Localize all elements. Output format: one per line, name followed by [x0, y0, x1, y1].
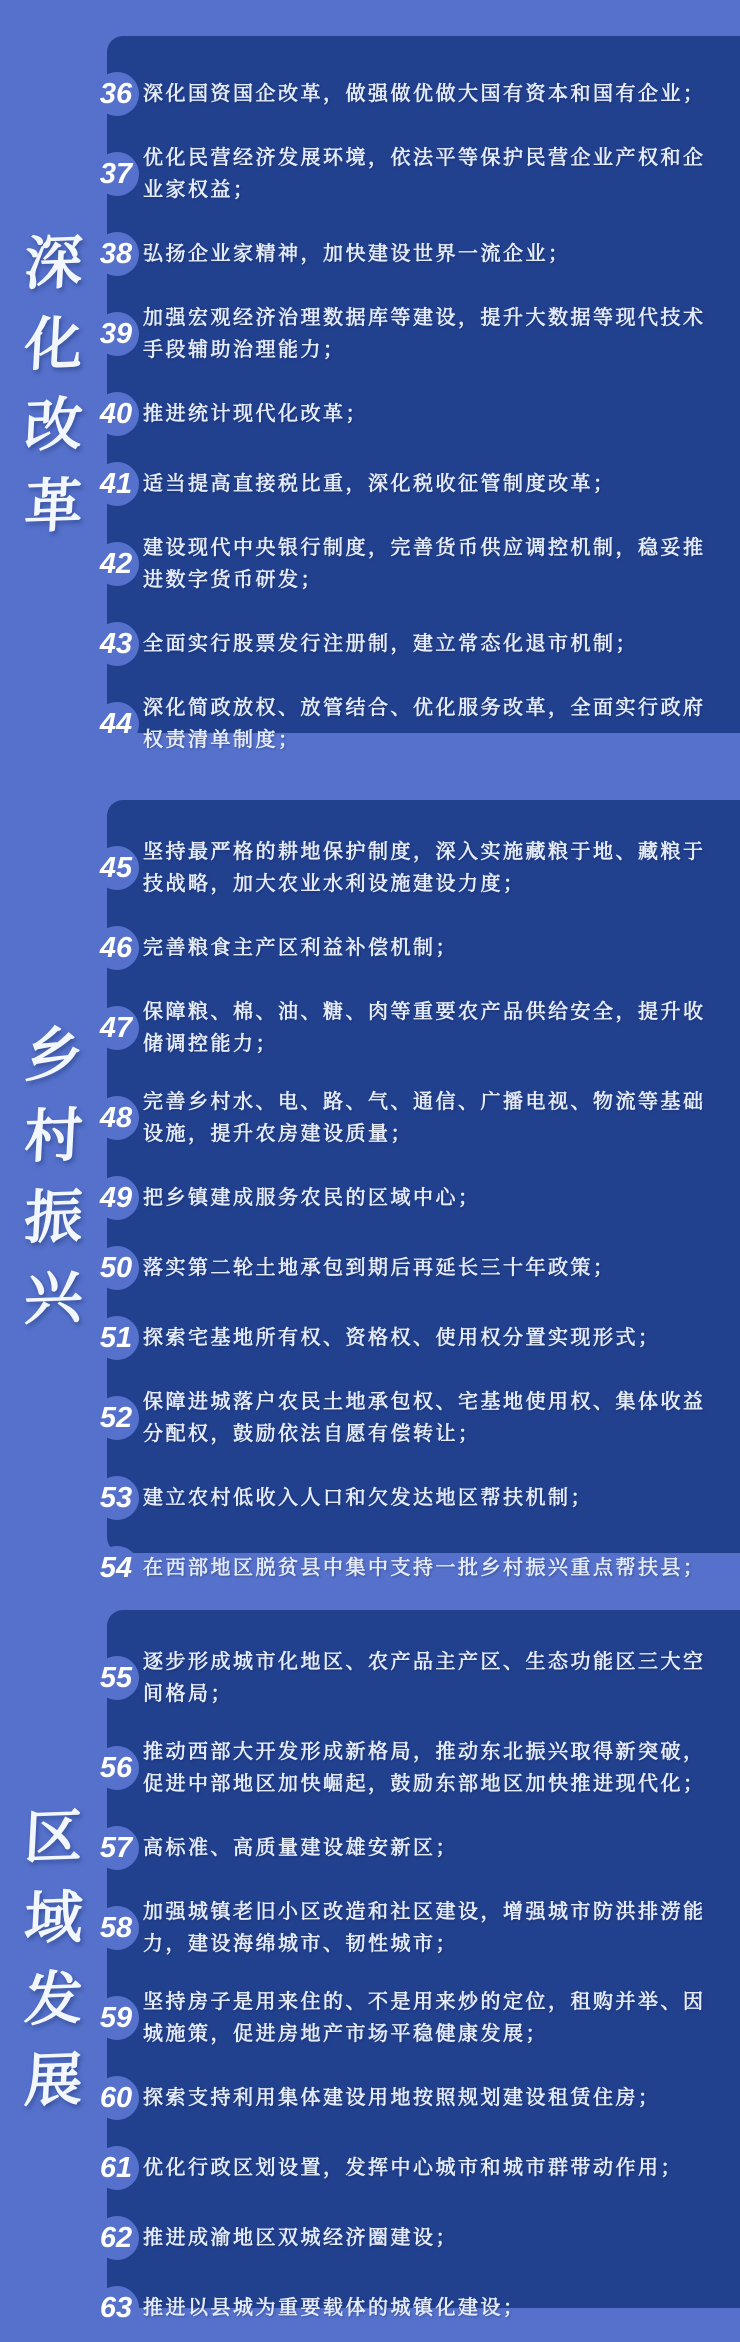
section-title	[0, 1015, 107, 1339]
section-title-char: 区	[22, 1803, 85, 1872]
list-item	[99, 1986, 716, 2050]
item-number-badge: 50	[95, 1246, 139, 1290]
item-number-badge: 39	[95, 312, 139, 356]
item-number-badge: 62	[95, 2216, 139, 2260]
item-number-badge: 42	[95, 542, 139, 586]
item-number-badge: 54	[95, 1546, 139, 1590]
section-panel	[99, 36, 740, 751]
item-number-badge: 44	[95, 702, 139, 746]
list-item	[99, 996, 716, 1060]
item-number-badge: 60	[95, 2076, 139, 2120]
item-number-badge: 53	[95, 1476, 139, 1520]
item-number-badge: 43	[95, 622, 139, 666]
list-item	[99, 1476, 716, 1520]
item-text: 推动西部大开发形成新格局，推动东北振兴取得新突破，促进中部地区加快崛起，鼓励东部地区加快推进现代化；	[143, 1741, 706, 1795]
item-text: 落实第二轮土地承包到期后再延长三十年政策；	[143, 1257, 616, 1279]
item-number-badge: 46	[95, 926, 139, 970]
section-title-char: 展	[22, 2046, 85, 2115]
section-title-char: 化	[22, 310, 85, 378]
section-title-char: 域	[22, 1884, 85, 1953]
item-text: 在西部地区脱贫县中集中支持一批乡村振兴重点帮扶县；	[143, 1557, 706, 1579]
list-item	[99, 1896, 716, 1960]
section-title-char: 乡	[22, 1021, 85, 1089]
item-text: 加强城镇老旧小区改造和社区建设，增强城市防洪排涝能力，建设海绵城市、韧性城市；	[143, 1901, 706, 1955]
list-item	[99, 72, 716, 116]
item-text: 深化国资国企改革，做强做优做大国有资本和国有企业；	[143, 83, 706, 105]
list-item	[99, 1176, 716, 1220]
item-number-badge: 49	[95, 1176, 139, 1220]
item-number-badge: 63	[95, 2286, 139, 2330]
item-text: 坚持最严格的耕地保护制度，深入实施藏粮于地、藏粮于技战略，加大农业水利设施建设力度；	[143, 841, 706, 895]
section-title-char: 村	[22, 1102, 85, 1170]
item-number-badge: 47	[95, 1006, 139, 1050]
section-shenhua-gaige	[0, 36, 740, 751]
list-item	[99, 232, 716, 276]
item-number-badge: 59	[95, 1996, 139, 2040]
item-text: 探索支持利用集体建设用地按照规划建设租赁住房；	[143, 2087, 661, 2109]
item-number-badge: 51	[95, 1316, 139, 1360]
item-number-badge: 37	[95, 152, 139, 196]
item-text: 加强宏观经济治理数据库等建设，提升大数据等现代技术手段辅助治理能力；	[143, 307, 706, 361]
section-panel	[99, 800, 740, 1584]
list-item	[99, 622, 716, 666]
item-number-badge: 41	[95, 462, 139, 506]
item-text: 完善粮食主产区利益补偿机制；	[143, 937, 458, 959]
item-number-badge: 38	[95, 232, 139, 276]
item-text: 全面实行股票发行注册制，建立常态化退市机制；	[143, 633, 638, 655]
item-text: 逐步形成城市化地区、农产品主产区、生态功能区三大空间格局；	[143, 1651, 706, 1705]
list-item	[99, 1546, 716, 1590]
list-item	[99, 1316, 716, 1360]
item-text: 优化行政区划设置，发挥中心城市和城市群带动作用；	[143, 2157, 683, 2179]
item-number-badge: 57	[95, 1826, 139, 1870]
list-item	[99, 692, 716, 756]
section-title-char: 改	[22, 391, 85, 459]
item-text: 适当提高直接税比重，深化税收征管制度改革；	[143, 473, 616, 495]
item-text: 坚持房子是用来住的、不是用来炒的定位，租购并举、因城施策，促进房地产市场平稳健康发展；	[143, 1991, 706, 2045]
list-item	[99, 1246, 716, 1290]
item-text: 推进成渝地区双城经济圈建设；	[143, 2227, 458, 2249]
list-item	[99, 392, 716, 436]
item-number-badge: 55	[95, 1656, 139, 1700]
list-item	[99, 1736, 716, 1800]
item-text: 推进以县城为重要载体的城镇化建设；	[143, 2297, 526, 2319]
list-item	[99, 2216, 716, 2260]
section-title-char: 振	[22, 1183, 85, 1251]
item-number-badge: 52	[95, 1396, 139, 1440]
list-item	[99, 2286, 716, 2330]
section-quyu-fazhan	[0, 1610, 740, 2324]
item-text: 建立农村低收入人口和欠发达地区帮扶机制；	[143, 1487, 593, 1509]
item-number-badge: 45	[95, 846, 139, 890]
item-text: 探索宅基地所有权、资格权、使用权分置实现形式；	[143, 1327, 661, 1349]
item-text: 弘扬企业家精神，加快建设世界一流企业；	[143, 243, 571, 265]
list-item	[99, 836, 716, 900]
item-text: 保障粮、棉、油、糖、肉等重要农产品供给安全，提升收储调控能力；	[143, 1001, 706, 1055]
section-title	[0, 223, 107, 547]
list-item	[99, 302, 716, 366]
section-panel	[99, 1610, 740, 2324]
list-item	[99, 1826, 716, 1870]
item-number-badge: 56	[95, 1746, 139, 1790]
item-number-badge: 61	[95, 2146, 139, 2190]
list-item	[99, 926, 716, 970]
list-item	[99, 1386, 716, 1450]
list-item	[99, 532, 716, 596]
section-title-char: 深	[22, 229, 85, 297]
list-item	[99, 2076, 716, 2120]
list-item	[99, 462, 716, 506]
list-item	[99, 142, 716, 206]
item-text: 完善乡村水、电、路、气、通信、广播电视、物流等基础设施，提升农房建设质量；	[143, 1091, 706, 1145]
item-number-badge: 48	[95, 1096, 139, 1140]
item-text: 保障进城落户农民土地承包权、宅基地使用权、集体收益分配权，鼓励依法自愿有偿转让；	[143, 1391, 706, 1445]
section-title	[0, 1797, 107, 2121]
item-text: 把乡镇建成服务农民的区域中心；	[143, 1187, 481, 1209]
list-item	[99, 2146, 716, 2190]
item-text: 深化简政放权、放管结合、优化服务改革，全面实行政府权责清单制度；	[143, 697, 706, 751]
section-xiangcun-zhenxing	[0, 800, 740, 1584]
item-text: 优化民营经济发展环境，依法平等保护民营企业产权和企业家权益；	[143, 147, 706, 201]
section-title-char: 兴	[22, 1264, 85, 1332]
item-text: 高标准、高质量建设雄安新区；	[143, 1837, 458, 1859]
item-text: 建设现代中央银行制度，完善货币供应调控机制，稳妥推进数字货币研发；	[143, 537, 706, 591]
item-text: 推进统计现代化改革；	[143, 403, 368, 425]
list-item	[99, 1086, 716, 1150]
section-title-char: 发	[22, 1965, 85, 2034]
item-number-badge: 36	[95, 72, 139, 116]
section-title-char: 革	[22, 472, 85, 540]
item-number-badge: 40	[95, 392, 139, 436]
list-item	[99, 1646, 716, 1710]
item-number-badge: 58	[95, 1906, 139, 1950]
